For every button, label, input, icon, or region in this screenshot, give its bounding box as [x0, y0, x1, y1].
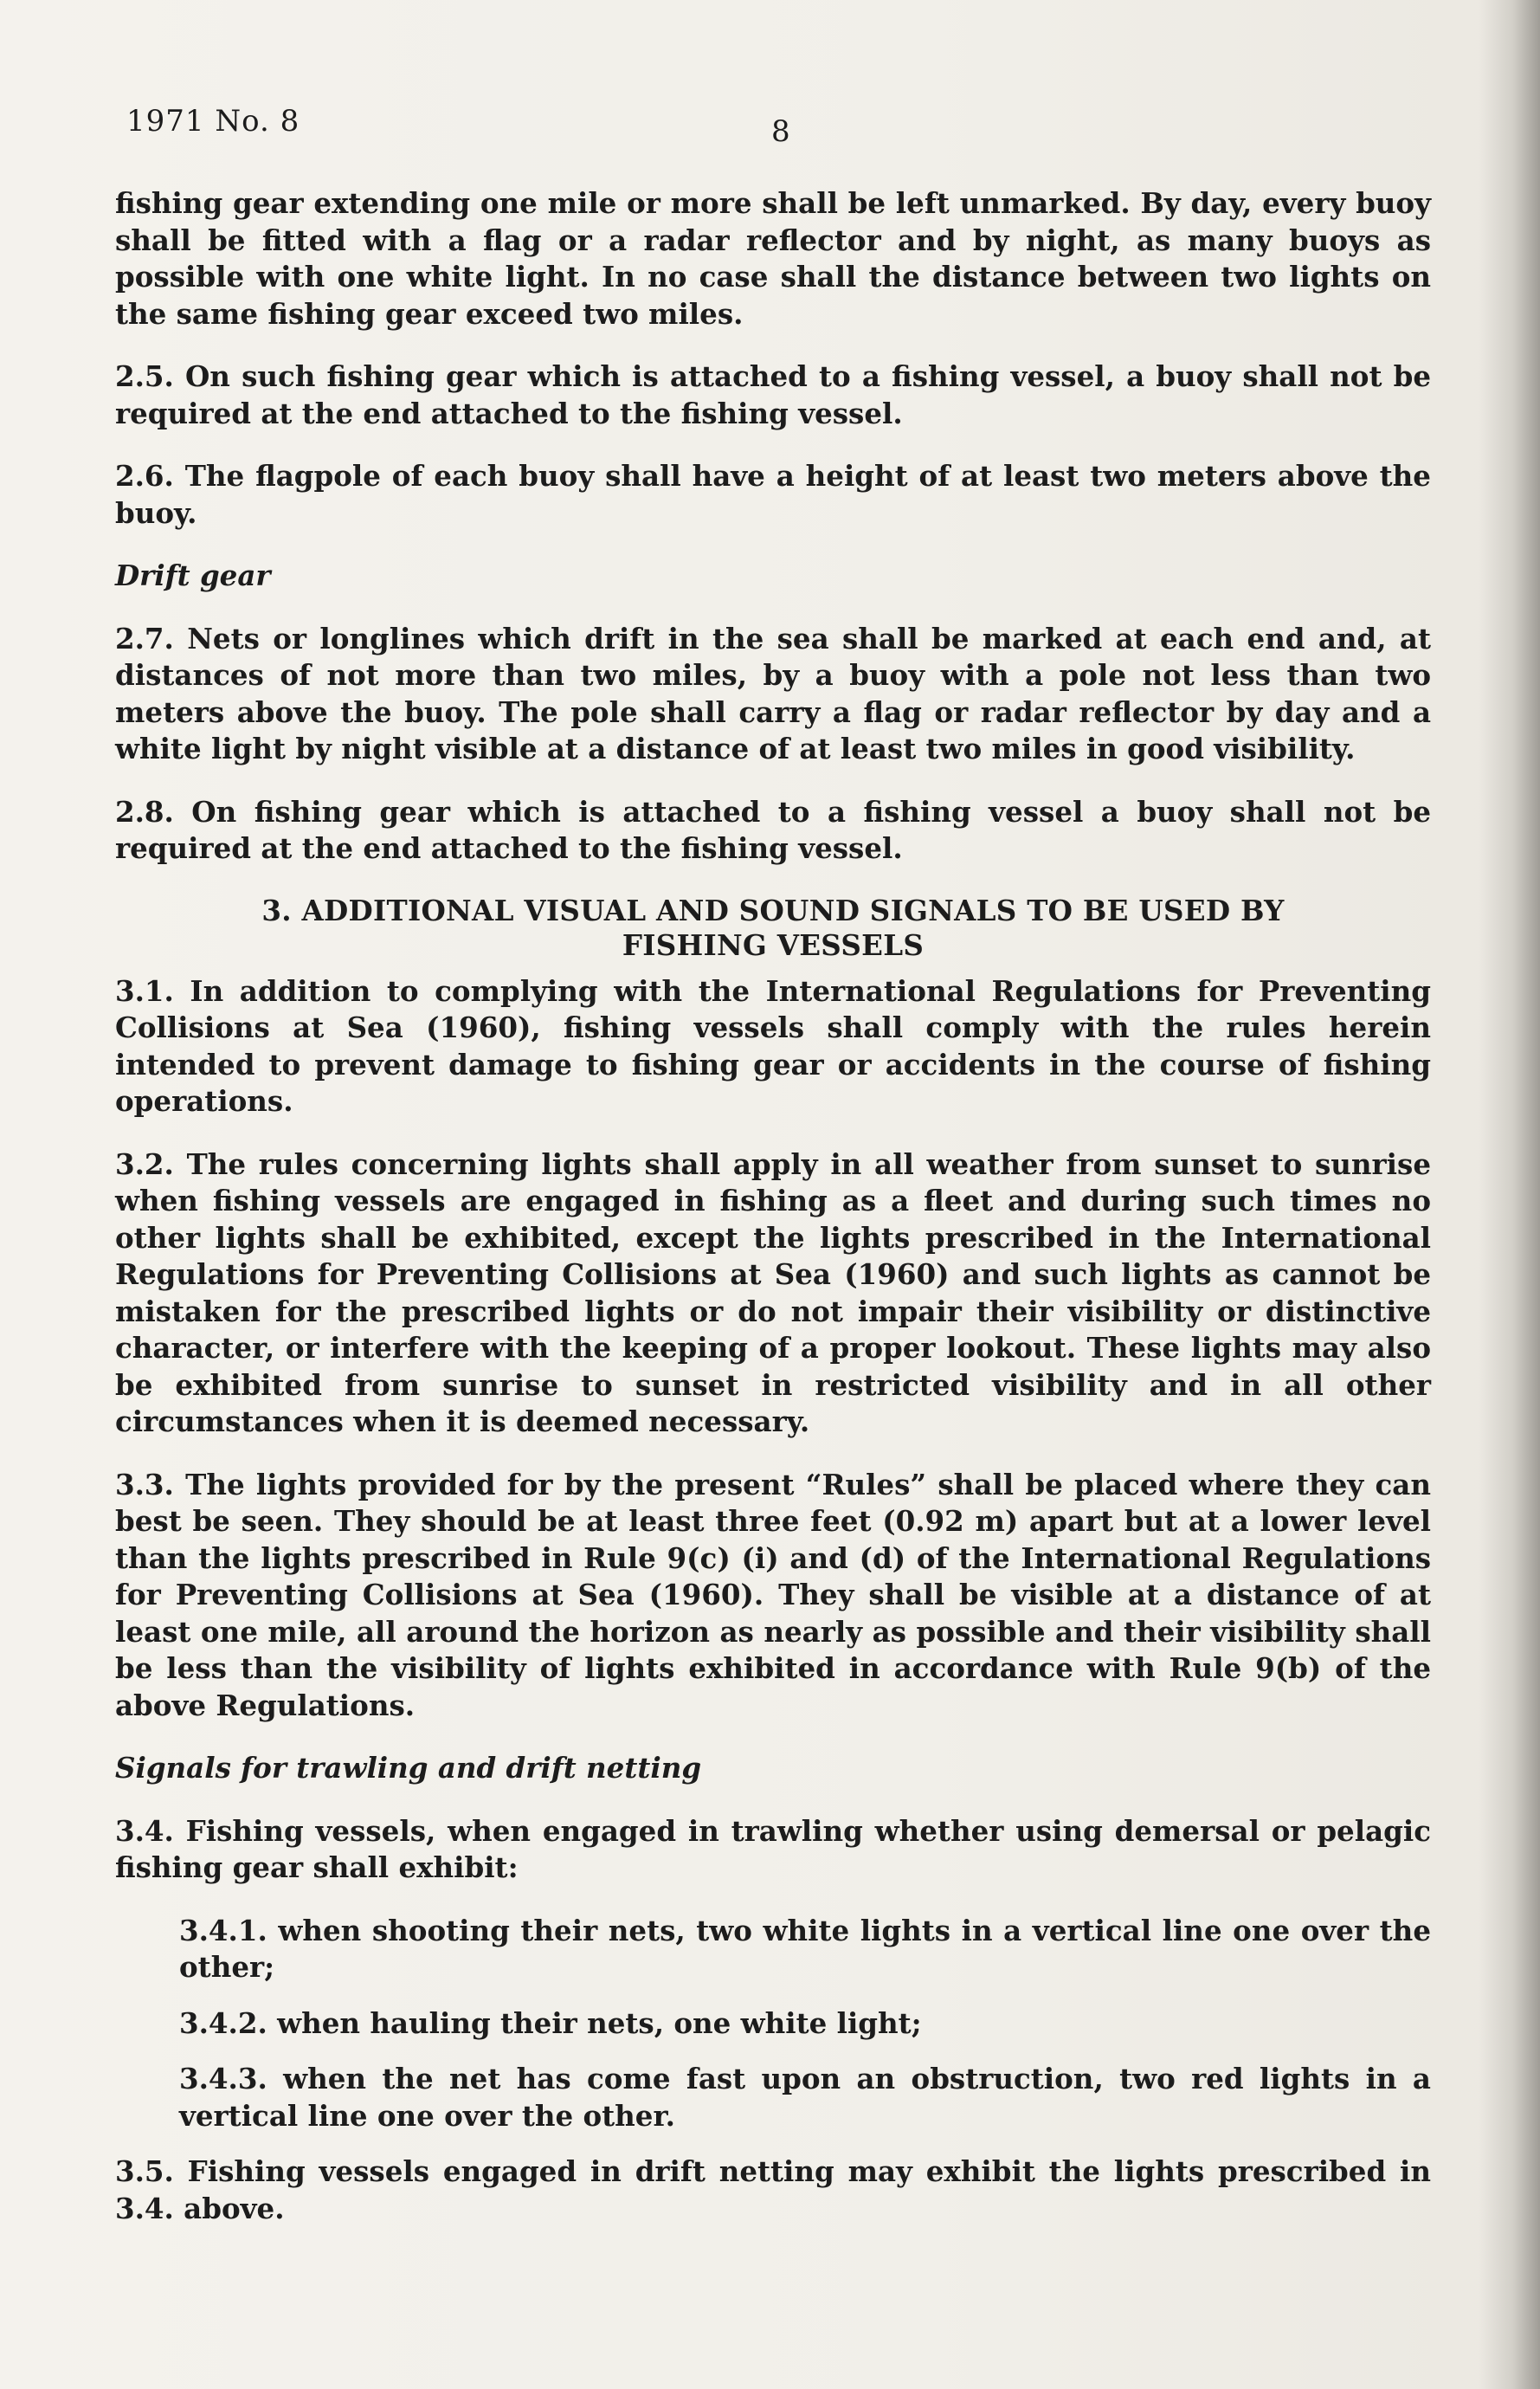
signals-heading: Signals for trawling and drift netting	[115, 1751, 702, 1785]
document-reference: 1971 No. 8	[126, 104, 300, 139]
section-3-title-line-2: FISHING VESSELS	[622, 927, 925, 962]
section-3-title-line-1: 3. ADDITIONAL VISUAL AND SOUND SIGNALS TO BE USED BY	[261, 893, 1285, 927]
paragraph-3-4: 3.4. Fishing vessels, when engaged in trawling whether using demersal or pelagic fishing gear shall exhibit:	[115, 1813, 1431, 1884]
page-number: 8	[771, 114, 790, 149]
paragraph-2-6: 2.6. The flagpole of each buoy shall have a height of at least two meters above the buoy.	[115, 459, 1431, 530]
section-3-title	[115, 894, 1431, 963]
page-binding-shadow	[1479, 0, 1540, 2389]
paragraph-3-3: 3.3. The lights provided for by the present “Rules” shall be placed where they can best be seen. They should be at least three feet (0.92 m) apart but at a lower level than the lights prescribed in Rule 9(c) (i) and (d) of the International Regulations for Preventing Collisions at Sea (1960). They shall be visible at a distance of at least one mile, all around the horizon as nearly as possible and their visibility shall be less than the visibility of lights exhibited in accordance with Rule 9(b) of the above Regulations.	[115, 1467, 1431, 1722]
sub-item-list	[115, 1913, 1431, 2135]
page-body	[115, 185, 1431, 2253]
paragraph-2-7: 2.7. Nets or longlines which drift in the sea shall be marked at each end and, at distances of not more than two miles, by a buoy with a pole not less than two meters above the buoy. The pole shall carry a flag or radar reflector by day and a white light by night visible at a distance of at least two miles in good visibility.	[115, 621, 1431, 765]
paragraph-2-5: 2.5. On such fishing gear which is attached to a fishing vessel, a buoy shall not be required at the end attached to the fishing vessel.	[115, 359, 1431, 430]
paragraph-3-2: 3.2. The rules concerning lights shall apply in all weather from sunset to sunrise when fishing vessels are engaged in fishing as a fleet and during such times no other lights shall be exhibited, except the lights prescribed in the International Regulations for Preventing Collisions at Sea (1960) and such lights as cannot be mistaken for the prescribed lights or do not impair their visibility or distinctive character, or interfere with the keeping of a proper lookout. These lights may also be exhibited from sunrise to sunset in restricted visibility and in all other circumstances when it is deemed necessary.	[115, 1146, 1431, 1438]
list-item: 3.4.3. when the net has come fast upon an obstruction, two red lights in a vertical line one over the other.	[179, 2062, 1431, 2133]
paragraph-3-5: 3.5. Fishing vessels engaged in drift netting may exhibit the lights prescribed in 3.4. above.	[115, 2154, 1431, 2225]
paragraph-3-1: 3.1. In addition to complying with the International Regulations for Preventing Collisions at Sea (1960), fishing vessels shall comply with the rules herein intended to prevent damage to fishing gear or accidents in the course of fishing operations.	[115, 973, 1431, 1118]
drift-gear-heading: Drift gear	[115, 559, 271, 592]
page-header	[126, 95, 1442, 147]
list-item: 3.4.2. when hauling their nets, one white light;	[179, 2005, 922, 2040]
paragraph-2-8: 2.8. On fishing gear which is attached to a fishing vessel a buoy shall not be required at the end attached to the fishing vessel.	[115, 794, 1431, 865]
paragraph-continuation: fishing gear extending one mile or more shall be left unmarked. By day, every buoy shall be fitted with a flag or a radar reflector and by night, as many buoys as possible with one white light. In no case shall the distance between two lights on the same fishing gear exceed two miles.	[115, 186, 1431, 331]
list-item: 3.4.1. when shooting their nets, two white lights in a vertical line one over the other;	[179, 1913, 1431, 1984]
